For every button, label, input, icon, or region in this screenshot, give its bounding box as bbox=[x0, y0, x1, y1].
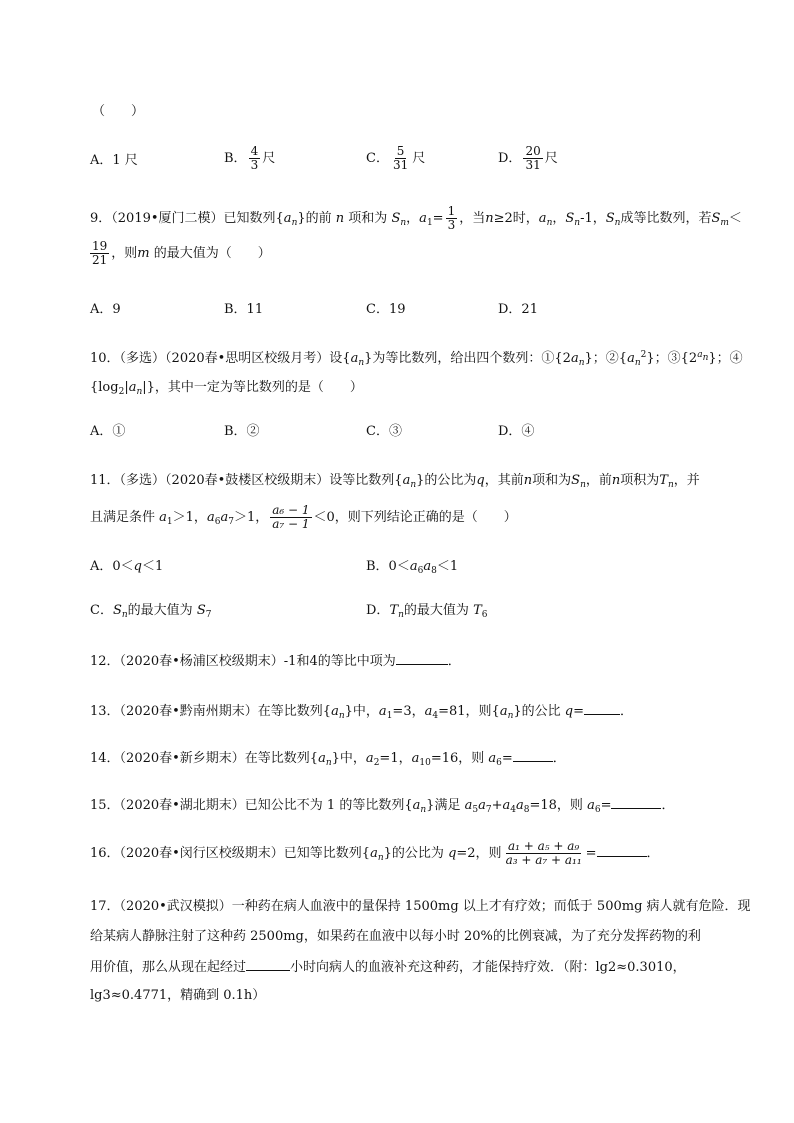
q17-line1: 17．（2020•武汉模拟）一种药在病人血液中的量保持 1500mg 以上才有疗效；而低于 500mg 病人就有危险．现 bbox=[90, 899, 751, 914]
q10-option-c: C．③ bbox=[366, 424, 402, 439]
q9-option-c: C．19 bbox=[366, 302, 406, 317]
q8-option-a: A．1 尺 bbox=[90, 153, 138, 168]
q10-line1: 10．（多选）（2020春•思明区校级月考）设$\{a_n\}$为等比数列，给出四个数列：$①\{2a_n\}$；$②\{a_n^2\}$；$③\{2^{a_n}\}$；④ bbox=[90, 350, 743, 368]
q8-option-c: C． $\frac{5}{31}$ 尺 bbox=[366, 144, 426, 172]
q8-paren: （ ） bbox=[92, 104, 145, 119]
q15: 15．（2020春•湖北期末）已知公比不为 1 的等比数列$\{a_n\}$满足 $a_5a_7+a_4a_8=18$，则 $a_6=$ ． bbox=[90, 798, 675, 815]
answer-blank[interactable] bbox=[513, 749, 553, 762]
q10-option-d: D．④ bbox=[498, 424, 535, 439]
q13: 13．（2020春•黔南州期末）在等比数列$\{a_n\}$中，$a_1=3$，$a_4=81$，则$\{a_n\}$的公比 q= ． bbox=[90, 704, 634, 721]
answer-blank[interactable] bbox=[597, 844, 647, 857]
q10-option-a: A．① bbox=[90, 424, 126, 439]
answer-blank[interactable] bbox=[584, 702, 620, 715]
answer-blank[interactable] bbox=[611, 796, 661, 809]
answer-blank[interactable] bbox=[246, 958, 290, 971]
q12: 12．（2020春•杨浦区校级期末）-1和4的等比中项为 ． bbox=[90, 654, 461, 669]
q9-option-d: D．21 bbox=[498, 302, 538, 317]
q11-option-b: B．$0<a_6a_8<1$ bbox=[366, 559, 459, 576]
q11-line1: 11．（多选）（2020春•鼓楼区校级期末）设等比数列$\{a_n\}$的公比为q，其前n项和为$S_n$，前n项积为$T_n$，并 bbox=[90, 473, 700, 490]
q16: 16．（2020春•闵行区校级期末）已知等比数列$\{a_n\}$的公比为 q=2，则 $\frac{\text{a₁ + a₅ + a₉}}{\text{a₃ + a₇ + a₁₁}}$ = ． bbox=[90, 839, 660, 867]
q9-line2: $\frac{19}{21}$ ，则m 的最大值为（ ） bbox=[92, 239, 271, 267]
q11-line2: 且满足条件 $a_1>1$，$a_6a_7>1$， $\frac{\text{a₆ − 1}}{\text{a₇ − 1}}$ ＜0，则下列结论正确的是（ ） bbox=[90, 503, 517, 531]
q9-line1: 9．（2019•厦门二模）已知数列$\{a_n\}$的前 n 项和为 $S_n$，$a_1=$ $\frac{1}{3}$ ，当n≥2时，$a_n$，$S_n-1$，$S_n$成等比数列，若$S_m<$ bbox=[90, 204, 742, 232]
q14: 14．（2020春•新乡期末）在等比数列$\{a_n\}$中，$a_2=1$，$a_{10}=16$，则 $a_6=$ ． bbox=[90, 751, 566, 768]
q17-line2: 给某病人静脉注射了这种药 2500mg，如果药在血液中以每小时 20%的比例衰减，为了充分发挥药物的利 bbox=[90, 929, 701, 944]
q8-option-d: D． $\frac{20}{31}$ 尺 bbox=[498, 144, 558, 172]
q9-option-a: A．9 bbox=[90, 302, 121, 317]
q8-option-b: B． $\frac{4}{3}$ 尺 bbox=[224, 144, 276, 172]
q9-option-b: B．11 bbox=[224, 302, 264, 317]
q10-option-b: B．② bbox=[224, 424, 260, 439]
q11-option-a: A．0＜q＜1 bbox=[90, 559, 164, 574]
q11-option-d: D．$T_n$的最大值为 $T_6$ bbox=[366, 603, 488, 620]
q17-line3: 用价值，那么从现在起经过 小时向病人的血液补充这种药，才能保持疗效．（附：lg2≈0.3010， bbox=[90, 960, 686, 975]
q11-option-c: C．$S_n$的最大值为 $S_7$ bbox=[90, 603, 212, 620]
q10-line2: $\{\log_2|a_n|\}$，其中一定为等比数列的是（ ） bbox=[90, 380, 363, 397]
answer-blank[interactable] bbox=[396, 652, 448, 665]
q17-line4: lg3≈0.4771，精确到 0.1h） bbox=[90, 988, 266, 1003]
